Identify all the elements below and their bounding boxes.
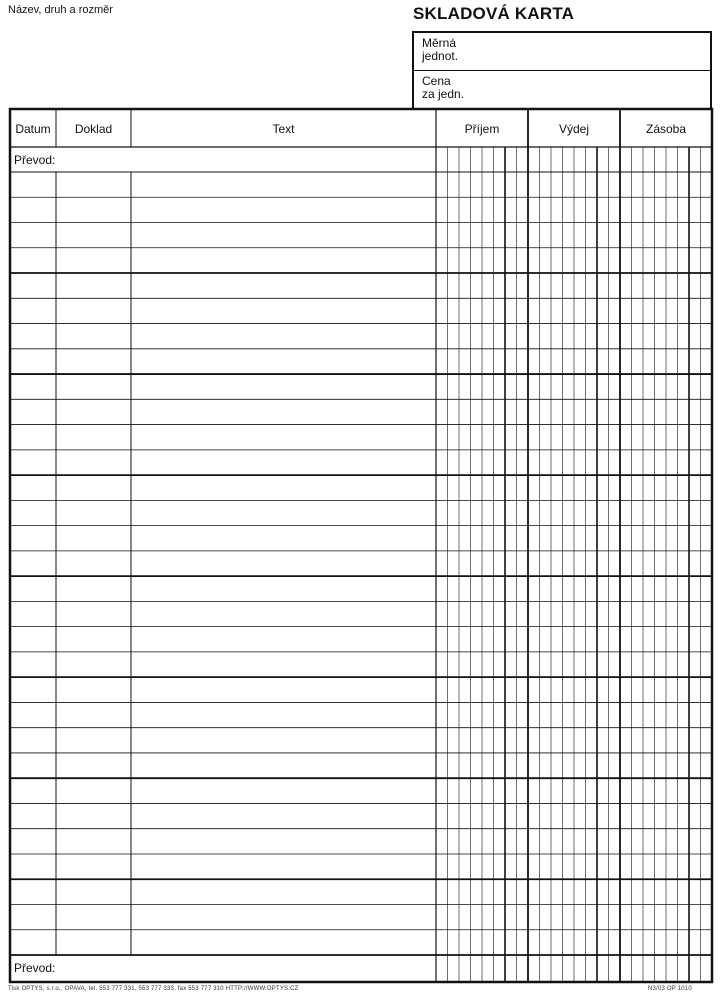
col-header-date: Datum: [15, 122, 51, 136]
price-label-line1: Cena: [422, 74, 451, 88]
col-header-text: Text: [272, 122, 295, 136]
col-header-stock: Zásoba: [645, 122, 687, 136]
document-title: SKLADOVÁ KARTA: [413, 4, 575, 23]
form-code: N3/03 OP 1010: [648, 986, 692, 992]
item-name-label: Název, druh a rozměr: [8, 4, 113, 16]
col-header-document: Doklad: [74, 122, 113, 136]
price-label-line2: za jedn.: [422, 87, 465, 101]
col-header-receipt: Příjem: [464, 122, 500, 136]
unit-label-line1: Měrná: [422, 36, 457, 50]
col-header-issue: Výdej: [558, 122, 590, 136]
unit-label-line2: jednot.: [422, 49, 459, 63]
table-frame: [10, 109, 712, 982]
printer-info: Tisk OPTYS, s.r.o., OPAVA, tel. 553 777 331, 553 777 333, fax 553 777 310 HTTP://WWW.OPTYS.CZ: [8, 986, 299, 992]
transfer-label-bottom: Převod:: [14, 961, 56, 975]
transfer-label-top: Převod:: [14, 153, 56, 167]
